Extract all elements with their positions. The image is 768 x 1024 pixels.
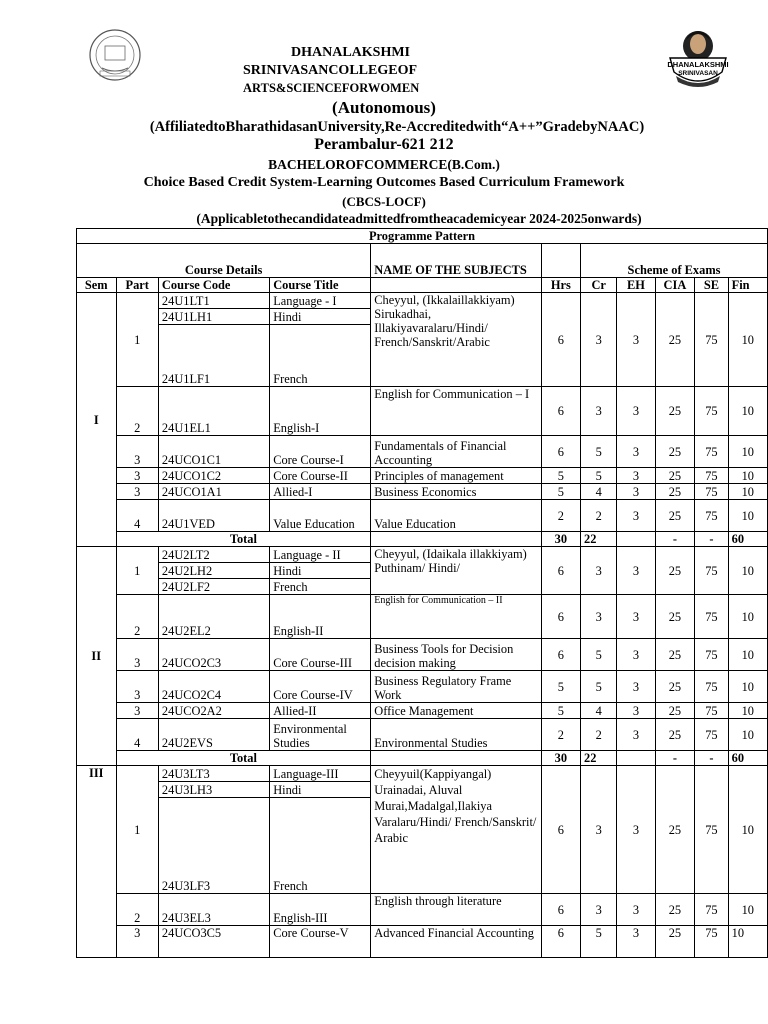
total-blank bbox=[371, 532, 541, 547]
affiliation-line: (AffiliatedtoBharathidasanUniversity,Re-Accreditedwith“A++”GradebyNAAC) bbox=[149, 119, 645, 135]
total-cia: - bbox=[655, 751, 695, 766]
hrs-cell: 5 bbox=[541, 703, 580, 719]
cr-cell: 4 bbox=[581, 484, 617, 500]
eh-cell: 3 bbox=[617, 547, 655, 595]
part-cell: 1 bbox=[116, 547, 158, 595]
programme-pattern-table bbox=[76, 228, 768, 958]
subject-name: Business Economics bbox=[371, 484, 541, 500]
course-title: Allied-I bbox=[270, 484, 371, 500]
college-name-line1: DHANALAKSHMI bbox=[291, 45, 411, 60]
eh-cell: 3 bbox=[617, 468, 655, 484]
course-title: Language - I bbox=[270, 293, 371, 309]
final-cell: 10 bbox=[728, 671, 767, 703]
total-label: Total bbox=[116, 532, 371, 547]
document-header bbox=[0, 0, 768, 230]
subject-name: Cheyyul, (Idaikala illakkiyam) Puthinam/ Hindi/ bbox=[371, 547, 541, 595]
course-code: 24U2LT2 bbox=[158, 547, 269, 563]
se-cell: 75 bbox=[695, 484, 728, 500]
cia-cell: 25 bbox=[655, 547, 695, 595]
final-cell: 10 bbox=[728, 484, 767, 500]
total-row bbox=[77, 532, 768, 547]
course-title: Core Course-I bbox=[270, 436, 371, 468]
badge-lettering: DHANALAKSHMI bbox=[667, 60, 729, 69]
se-cell: 75 bbox=[695, 894, 728, 926]
course-title: English-III bbox=[270, 894, 371, 926]
se-cell: 75 bbox=[695, 468, 728, 484]
col-title: Course Title bbox=[270, 278, 371, 293]
final-cell: 10 bbox=[728, 703, 767, 719]
hrs-cell: 6 bbox=[541, 595, 580, 639]
total-label: Total bbox=[116, 751, 371, 766]
total-cia: - bbox=[655, 532, 695, 547]
cia-cell: 25 bbox=[655, 719, 695, 751]
table-row bbox=[77, 468, 768, 484]
subject-name: Environmental Studies bbox=[371, 719, 541, 751]
cr-cell: 2 bbox=[581, 719, 617, 751]
table-row bbox=[77, 719, 768, 751]
table-row bbox=[77, 894, 768, 926]
subject-name: English through literature bbox=[371, 894, 541, 926]
cia-cell: 25 bbox=[655, 595, 695, 639]
total-blank bbox=[371, 751, 541, 766]
semester-label: II bbox=[77, 547, 117, 766]
final-cell: 10 bbox=[728, 500, 767, 532]
final-cell: 10 bbox=[728, 595, 767, 639]
col-se: SE bbox=[695, 278, 728, 293]
cr-cell: 3 bbox=[581, 547, 617, 595]
subject-name: Value Education bbox=[371, 500, 541, 532]
part-cell: 3 bbox=[116, 468, 158, 484]
part-cell: 1 bbox=[116, 293, 158, 387]
part-cell: 1 bbox=[116, 766, 158, 894]
hrs-cell: 6 bbox=[541, 387, 580, 436]
cr-cell: 3 bbox=[581, 293, 617, 387]
course-title: Core Course-V bbox=[270, 926, 371, 958]
course-title: Value Education bbox=[270, 500, 371, 532]
cia-cell: 25 bbox=[655, 293, 695, 387]
cr-cell: 4 bbox=[581, 703, 617, 719]
cia-cell: 25 bbox=[655, 671, 695, 703]
cia-cell: 25 bbox=[655, 436, 695, 468]
subject-name: Business Regulatory Frame Work bbox=[371, 671, 541, 703]
total-eh bbox=[617, 751, 655, 766]
college-name-line3: ARTS&SCIENCEFORWOMEN bbox=[243, 81, 420, 95]
table-row bbox=[77, 639, 768, 671]
final-cell: 10 bbox=[728, 547, 767, 595]
hrs-cell: 6 bbox=[541, 766, 580, 894]
final-cell: 10 bbox=[728, 468, 767, 484]
col-final: Fin bbox=[728, 278, 767, 293]
cr-cell: 5 bbox=[581, 468, 617, 484]
cia-cell: 25 bbox=[655, 468, 695, 484]
course-code: 24U3LF3 bbox=[158, 798, 269, 894]
course-title: Language - II bbox=[270, 547, 371, 563]
part-cell: 3 bbox=[116, 639, 158, 671]
college-seal-logo bbox=[88, 28, 142, 82]
course-code: 24UCO3C5 bbox=[158, 926, 269, 958]
course-code: 24U2EVS bbox=[158, 719, 269, 751]
course-details-header: Course Details bbox=[77, 244, 371, 278]
subject-name: Office Management bbox=[371, 703, 541, 719]
final-cell: 10 bbox=[728, 926, 767, 958]
part-cell: 2 bbox=[116, 894, 158, 926]
course-title: Core Course-III bbox=[270, 639, 371, 671]
course-title: English-I bbox=[270, 387, 371, 436]
col-hrs: Hrs bbox=[541, 278, 580, 293]
final-cell: 10 bbox=[728, 293, 767, 387]
se-cell: 75 bbox=[695, 703, 728, 719]
course-code: 24UCO2A2 bbox=[158, 703, 269, 719]
cr-cell: 5 bbox=[581, 436, 617, 468]
course-code: 24U1LT1 bbox=[158, 293, 269, 309]
cr-cell: 3 bbox=[581, 766, 617, 894]
eh-cell: 3 bbox=[617, 671, 655, 703]
total-cr: 22 bbox=[581, 532, 617, 547]
part-cell: 4 bbox=[116, 500, 158, 532]
hrs-cell: 2 bbox=[541, 500, 580, 532]
table-row bbox=[77, 387, 768, 436]
cr-cell: 5 bbox=[581, 639, 617, 671]
cia-cell: 25 bbox=[655, 703, 695, 719]
course-title: French bbox=[270, 798, 371, 894]
cia-cell: 25 bbox=[655, 766, 695, 894]
subject-name: English for Communication – I bbox=[371, 387, 541, 436]
eh-cell: 3 bbox=[617, 595, 655, 639]
total-cr: 22 bbox=[581, 751, 617, 766]
eh-cell: 3 bbox=[617, 639, 655, 671]
cia-cell: 25 bbox=[655, 639, 695, 671]
hrs-cell: 6 bbox=[541, 639, 580, 671]
course-code: 24U1VED bbox=[158, 500, 269, 532]
eh-cell: 3 bbox=[617, 926, 655, 958]
total-hrs: 30 bbox=[541, 751, 580, 766]
scheme-of-exams-header: Scheme of Exams bbox=[581, 244, 768, 278]
se-cell: 75 bbox=[695, 500, 728, 532]
cia-cell: 25 bbox=[655, 500, 695, 532]
course-title: English-II bbox=[270, 595, 371, 639]
badge-lettering: SRINIVASAN bbox=[678, 70, 718, 77]
course-title: French bbox=[270, 325, 371, 387]
college-name-line2: SRINIVASANCOLLEGEOF bbox=[243, 63, 418, 78]
part-cell: 3 bbox=[116, 484, 158, 500]
total-eh bbox=[617, 532, 655, 547]
col-eh: EH bbox=[617, 278, 655, 293]
cia-cell: 25 bbox=[655, 484, 695, 500]
eh-cell: 3 bbox=[617, 500, 655, 532]
part-cell: 2 bbox=[116, 387, 158, 436]
part-cell: 3 bbox=[116, 436, 158, 468]
founder-badge-logo bbox=[664, 24, 732, 90]
course-code: 24UCO2C4 bbox=[158, 671, 269, 703]
cr-cell: 2 bbox=[581, 500, 617, 532]
course-code: 24UCO1A1 bbox=[158, 484, 269, 500]
se-cell: 75 bbox=[695, 387, 728, 436]
subject-name: English for Communication – II bbox=[371, 595, 541, 639]
se-cell: 75 bbox=[695, 766, 728, 894]
cr-cell: 5 bbox=[581, 926, 617, 958]
hrs-cell: 6 bbox=[541, 547, 580, 595]
table-row bbox=[77, 671, 768, 703]
col-cr: Cr bbox=[581, 278, 617, 293]
total-final: 60 bbox=[728, 751, 767, 766]
course-title: Hindi bbox=[270, 782, 371, 798]
se-cell: 75 bbox=[695, 436, 728, 468]
eh-cell: 3 bbox=[617, 436, 655, 468]
subject-name: Principles of management bbox=[371, 468, 541, 484]
course-title: Core Course-IV bbox=[270, 671, 371, 703]
course-title: Environmental Studies bbox=[270, 719, 371, 751]
final-cell: 10 bbox=[728, 436, 767, 468]
hrs-cell: 2 bbox=[541, 719, 580, 751]
course-code: 24U3LT3 bbox=[158, 766, 269, 782]
final-cell: 10 bbox=[728, 719, 767, 751]
course-title: Allied-II bbox=[270, 703, 371, 719]
se-cell: 75 bbox=[695, 547, 728, 595]
se-cell: 75 bbox=[695, 719, 728, 751]
course-title: Hindi bbox=[270, 563, 371, 579]
eh-cell: 3 bbox=[617, 293, 655, 387]
subjects-header: NAME OF THE SUBJECTS bbox=[371, 244, 541, 278]
total-se: - bbox=[695, 532, 728, 547]
total-row bbox=[77, 751, 768, 766]
hrs-cell: 5 bbox=[541, 671, 580, 703]
blank-header-cell bbox=[541, 244, 580, 278]
autonomous-label: (Autonomous) bbox=[332, 98, 436, 117]
final-cell: 10 bbox=[728, 894, 767, 926]
location-line: Perambalur-621 212 bbox=[314, 136, 454, 153]
hrs-cell: 5 bbox=[541, 468, 580, 484]
hrs-cell: 5 bbox=[541, 484, 580, 500]
semester-label: I bbox=[77, 293, 117, 547]
course-code: 24U1LH1 bbox=[158, 309, 269, 325]
subject-name: Advanced Financial Accounting bbox=[371, 926, 541, 958]
programme-title: BACHELOROFCOMMERCE(B.Com.) bbox=[268, 157, 500, 172]
table-row bbox=[77, 500, 768, 532]
eh-cell: 3 bbox=[617, 703, 655, 719]
framework-abbrev: (CBCS-LOCF) bbox=[342, 194, 426, 209]
part-cell: 3 bbox=[116, 703, 158, 719]
subject-name: Cheyyuil(Kappiyangal) Urainadai, Aluval Murai,Madalgal,Ilakiya Varalaru/Hindi/ French/Sanskrit/ Arabic bbox=[371, 766, 541, 894]
table-row bbox=[77, 436, 768, 468]
eh-cell: 3 bbox=[617, 894, 655, 926]
eh-cell: 3 bbox=[617, 719, 655, 751]
course-code: 24UCO1C1 bbox=[158, 436, 269, 468]
final-cell: 10 bbox=[728, 639, 767, 671]
subject-name: Fundamentals of Financial Accounting bbox=[371, 436, 541, 468]
col-sem: Sem bbox=[77, 278, 117, 293]
course-title: French bbox=[270, 579, 371, 595]
se-cell: 75 bbox=[695, 595, 728, 639]
course-title: Hindi bbox=[270, 309, 371, 325]
hrs-cell: 6 bbox=[541, 436, 580, 468]
cia-cell: 25 bbox=[655, 387, 695, 436]
hrs-cell: 6 bbox=[541, 293, 580, 387]
eh-cell: 3 bbox=[617, 766, 655, 894]
hrs-cell: 6 bbox=[541, 926, 580, 958]
cr-cell: 3 bbox=[581, 387, 617, 436]
semester-label: III bbox=[77, 766, 117, 958]
course-title: Language-III bbox=[270, 766, 371, 782]
part-cell: 3 bbox=[116, 926, 158, 958]
course-code: 24UCO2C3 bbox=[158, 639, 269, 671]
part-cell: 4 bbox=[116, 719, 158, 751]
course-code: 24UCO1C2 bbox=[158, 468, 269, 484]
subject-name: Cheyyul, (Ikkalaillakkiyam) Sirukadhai, Illakiyavaralaru/Hindi/ French/Sanskrit/Arabic bbox=[371, 293, 541, 387]
course-code: 24U1EL1 bbox=[158, 387, 269, 436]
cia-cell: 25 bbox=[655, 894, 695, 926]
cia-cell: 25 bbox=[655, 926, 695, 958]
table-row bbox=[77, 926, 768, 958]
cr-cell: 3 bbox=[581, 894, 617, 926]
part-cell: 2 bbox=[116, 595, 158, 639]
cr-cell: 3 bbox=[581, 595, 617, 639]
final-cell: 10 bbox=[728, 766, 767, 894]
col-cia: CIA bbox=[655, 278, 695, 293]
subject-name: Business Tools for Decision decision making bbox=[371, 639, 541, 671]
se-cell: 75 bbox=[695, 293, 728, 387]
applicable-line: (Applicabletothecandidateadmittedfromtheacademicyear 2024-2025onwards) bbox=[196, 211, 642, 226]
col-code: Course Code bbox=[158, 278, 269, 293]
final-cell: 10 bbox=[728, 387, 767, 436]
hrs-cell: 6 bbox=[541, 894, 580, 926]
column-header-row bbox=[77, 278, 768, 293]
course-code: 24U1LF1 bbox=[158, 325, 269, 387]
table-row bbox=[77, 484, 768, 500]
se-cell: 75 bbox=[695, 639, 728, 671]
cr-cell: 5 bbox=[581, 671, 617, 703]
framework-title: Choice Based Credit System-Learning Outcomes Based Curriculum Framework bbox=[143, 175, 625, 190]
col-subject-blank bbox=[371, 278, 541, 293]
col-part: Part bbox=[116, 278, 158, 293]
course-code: 24U3LH3 bbox=[158, 782, 269, 798]
course-code: 24U2LF2 bbox=[158, 579, 269, 595]
total-se: - bbox=[695, 751, 728, 766]
table-caption: Programme Pattern bbox=[77, 229, 768, 244]
table-row bbox=[77, 703, 768, 719]
se-cell: 75 bbox=[695, 926, 728, 958]
se-cell: 75 bbox=[695, 671, 728, 703]
course-code: 24U3EL3 bbox=[158, 894, 269, 926]
course-code: 24U2EL2 bbox=[158, 595, 269, 639]
course-title: Core Course-II bbox=[270, 468, 371, 484]
eh-cell: 3 bbox=[617, 387, 655, 436]
table-row bbox=[77, 595, 768, 639]
course-code: 24U2LH2 bbox=[158, 563, 269, 579]
part-cell: 3 bbox=[116, 671, 158, 703]
eh-cell: 3 bbox=[617, 484, 655, 500]
total-final: 60 bbox=[728, 532, 767, 547]
total-hrs: 30 bbox=[541, 532, 580, 547]
